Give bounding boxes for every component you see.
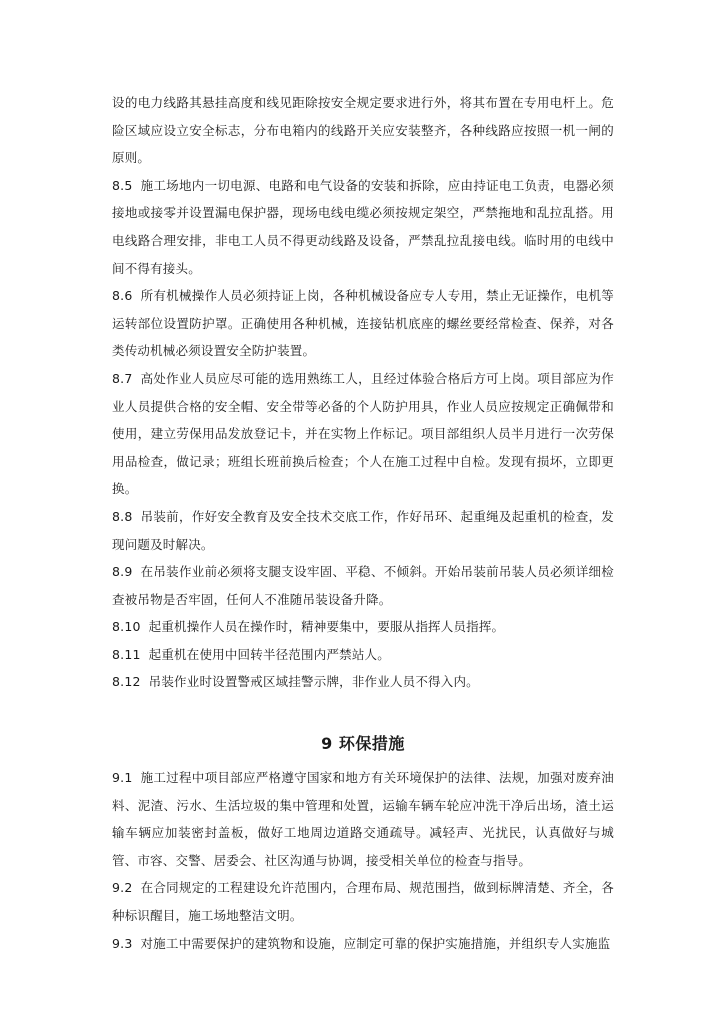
paragraph [112,503,614,558]
document-body [112,89,614,957]
paragraph [112,641,614,669]
paragraph [112,930,614,958]
paragraph-text: 所有机械操作人员必须持证上岗，各种机械设备应专人专用，禁止无证操作，电机等运转部位设置防护罩。正确使用各种机械，连接钻机底座的螺丝要经常检查、保养，对各类传动机械必须设置安全防护装置。 [112,288,614,359]
paragraph [112,668,614,696]
paragraph [112,874,614,929]
clause-number: 8.6 [112,288,133,304]
paragraph-text: 施工场地内一切电源、电路和电气设备的安装和拆除，应由持证电工负责，电器必须接地或接零并设置漏电保护器，现场电线电缆必须按规定架空，严禁拖地和乱拉乱搭。用电线路合理安排，非电工人员不得更动线路及设备，严禁乱拉乱接电线。临时用的电线中间不得有接头。 [112,177,614,276]
clause-number: 9.2 [112,880,133,896]
paragraph-text: 在合同规定的工程建设允许范围内，合理布局、规范围挡，做到标牌清楚、齐全，各种标识醒目，施工场地整洁文明。 [112,880,614,924]
clause-number: 8.7 [112,370,133,386]
clause-number: 8.5 [112,177,133,193]
safety-section-continued [112,89,614,696]
paragraph [112,282,614,365]
clause-number: 8.10 [112,619,141,635]
environmental-section [112,764,614,957]
paragraph [112,89,614,172]
paragraph [112,613,614,641]
paragraph-text: 起重机在使用中回转半径范围内严禁站人。 [148,646,390,662]
paragraph-text: 施工过程中项目部应严格遵守国家和地方有关环境保护的法律、法规，加强对废弃油料、泥渣、污水、生活垃圾的集中管理和处置，运输车辆车轮应冲洗干净后出场，渣土运输车辆应加装密封盖板，做好工地周边道路交通疏导。减轻声、光扰民，认真做好与城管、市容、交警、居委会、社区沟通与协调，接受相关单位的检查与指导。 [112,770,614,868]
section-title: 9 环保措施 [321,734,405,754]
paragraph-text: 设的电力线路其悬挂高度和线见距除按安全规定要求进行外，将其布置在专用电杆上。危险区域应设立安全标志，分布电箱内的线路开关应安装整齐，各种线路应按照一机一闸的原则。 [112,95,614,166]
paragraph [112,764,614,874]
clause-number: 8.11 [112,646,141,662]
paragraph-text: 在吊装作业前必须将支腿支设牢固、平稳、不倾斜。开始吊装前吊装人员必须详细检查被吊物是否牢固，任何人不准随吊装设备升降。 [112,564,614,607]
paragraph-text: 对施工中需要保护的建筑物和设施，应制定可靠的保护实施措施，并组织专人实施监 [140,935,611,951]
paragraph [112,172,614,282]
clause-number: 9.3 [112,935,133,951]
paragraph-text: 起重机操作人员在操作时，精神要集中，要服从指挥人员指挥。 [148,619,505,635]
paragraph [112,365,614,503]
paragraph-text: 高处作业人员应尽可能的选用熟练工人，且经过体验合格后方可上岗。项目部应为作业人员提供合格的安全帽、安全带等必备的个人防护用具，作业人员应按规定正确佩带和使用，建立劳保用品发放登记卡，并在实物上作标记。项目部组织人员半月进行一次劳保用品检查，做记录；班组长班前换后检查；个人在施工过程中自检。发现有损坏，立即更换。 [112,370,614,497]
paragraph [112,558,614,613]
clause-number: 8.8 [112,508,133,524]
clause-number: 8.9 [112,564,133,580]
paragraph-text: 吊装前，作好安全教育及安全技术交底工作，作好吊环、起重绳及起重机的检查，发现问题及时解决。 [112,508,614,552]
clause-number: 9.1 [112,770,133,786]
clause-number: 8.12 [112,674,141,690]
paragraph-text: 吊装作业时设置警戒区域挂警示牌，非作业人员不得入内。 [148,674,479,690]
